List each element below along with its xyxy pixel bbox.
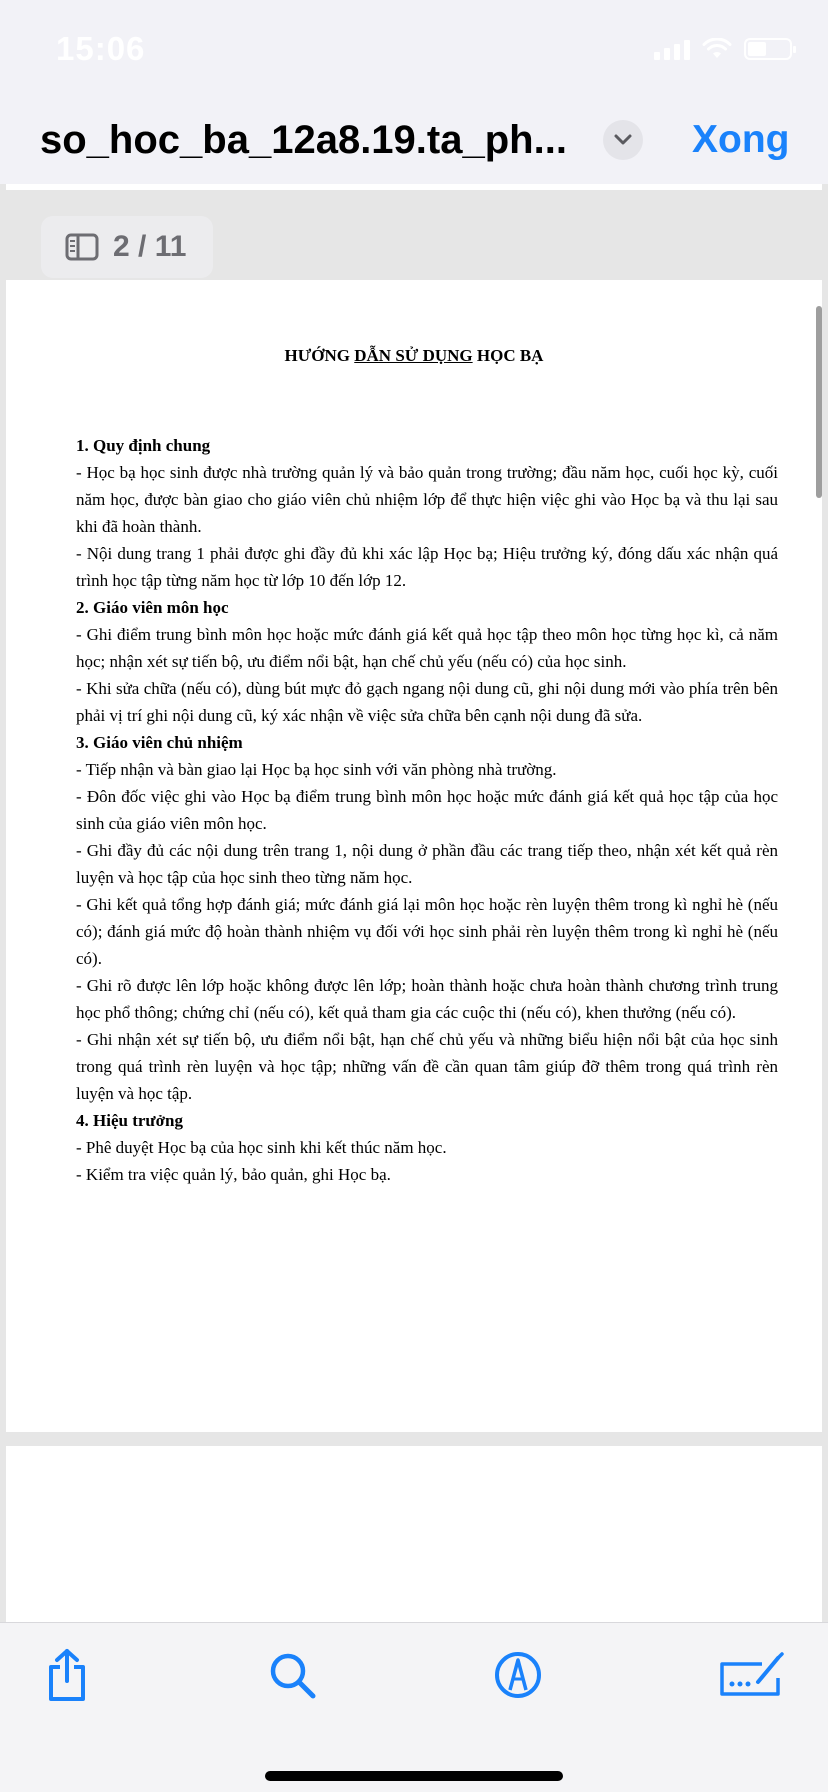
- form-fill-button[interactable]: [716, 1645, 786, 1705]
- search-icon: [267, 1650, 317, 1700]
- page-heading-post: HỌC BẠ: [472, 346, 544, 365]
- next-page: [6, 1446, 822, 1622]
- search-button[interactable]: [262, 1645, 322, 1705]
- previous-page: [6, 184, 822, 190]
- battery-icon: [744, 38, 792, 60]
- section-paragraph: - Tiếp nhận và bàn giao lại Học bạ học sinh với văn phòng nhà trường.: [76, 760, 557, 779]
- markup-button[interactable]: [488, 1645, 548, 1705]
- document-viewer[interactable]: [0, 184, 828, 1622]
- bottom-toolbar: [0, 1622, 828, 1792]
- share-button[interactable]: [37, 1645, 97, 1705]
- section-paragraph: - Nội dung trang 1 phải được ghi đầy đủ khi xác lập Học bạ; Hiệu trưởng ký, đóng dấu xác nhận quá trình học tập từng năm học từ lớp 10 đến lớp 12.: [76, 544, 778, 590]
- sidebar-icon: [65, 233, 99, 261]
- status-bar: [0, 0, 828, 100]
- markup-icon: [493, 1650, 543, 1700]
- title-menu-button[interactable]: [603, 120, 643, 160]
- section-paragraph: - Học bạ học sinh được nhà trường quản lý và bảo quản trong trường; đầu năm học, cuối học kỳ, cuối năm học, được bàn giao cho giáo viên chủ nhiệm lớp để thực hiện việc ghi vào Học bạ và thu lại sau khi đã hoàn thành.: [76, 463, 778, 536]
- section-heading: 1. Quy định chung: [76, 436, 211, 455]
- page-heading: [6, 346, 822, 366]
- section-paragraph: - Đôn đốc việc ghi vào Học bạ điểm trung bình môn học hoặc mức đánh giá kết quả học tập của học sinh của giáo viên môn học.: [76, 787, 778, 833]
- section-paragraph: - Ghi kết quả tổng hợp đánh giá; mức đánh giá lại môn học hoặc rèn luyện thêm trong kì nghỉ hè (nếu có); đánh giá mức độ hoàn thành nhiệm vụ đối với học sinh phải rèn luyện thêm trong kì nghỉ hè (nếu có).: [76, 895, 778, 968]
- section-heading: 4. Hiệu trưởng: [76, 1111, 183, 1130]
- cellular-signal-icon: [654, 38, 690, 60]
- section-paragraph: - Ghi nhận xét sự tiến bộ, ưu điểm nổi bật, hạn chế chủ yếu và những biểu hiện nổi bật của học sinh trong quá trình rèn luyện và học tập; những vấn đề cần quan tâm giúp đỡ thêm trong quá trình rèn luyện và học tập.: [76, 1030, 778, 1103]
- page-indicator[interactable]: [41, 216, 213, 278]
- section-heading: 3. Giáo viên chủ nhiệm: [76, 733, 243, 752]
- scrollbar-thumb[interactable]: [816, 306, 822, 498]
- page-heading-underlined: DẪN SỬ DỤNG: [354, 346, 473, 365]
- status-time: 15:06: [56, 30, 146, 67]
- section-paragraph: - Ghi điểm trung bình môn học hoặc mức đánh giá kết quả học tập theo môn học từng học kì, cả năm học; nhận xét sự tiến bộ, ưu điểm nổi bật, hạn chế chủ yếu (nếu có) của học sinh.: [76, 625, 778, 671]
- page-heading-pre: HƯỚNG: [284, 346, 355, 365]
- home-indicator: [265, 1771, 563, 1781]
- chevron-down-icon: [613, 133, 633, 147]
- status-icons: [654, 38, 792, 60]
- share-icon: [43, 1647, 91, 1703]
- section-paragraph: - Phê duyệt Học bạ của học sinh khi kết thúc năm học.: [76, 1138, 447, 1157]
- section-paragraph: - Ghi rõ được lên lớp hoặc không được lên lớp; hoàn thành hoặc chưa hoàn thành chương trình trung học phổ thông; chứng chỉ (nếu có), kết quả tham gia các cuộc thi (nếu có), khen thưởng (nếu có).: [76, 976, 778, 1022]
- section-paragraph: - Ghi đầy đủ các nội dung trên trang 1, nội dung ở phần đầu các trang tiếp theo, nhận xét kết quả rèn luyện và học tập của học sinh theo từng năm học.: [76, 841, 778, 887]
- wifi-icon: [702, 38, 732, 60]
- section-paragraph: - Kiểm tra việc quản lý, bảo quản, ghi Học bạ.: [76, 1165, 391, 1184]
- section-heading: 2. Giáo viên môn học: [76, 598, 229, 617]
- document-title: so_hoc_ba_12a8.19.ta_ph...: [40, 118, 567, 162]
- pdf-page: [6, 280, 822, 1432]
- page-indicator-label: 2 / 11: [113, 230, 187, 263]
- section-paragraph: - Khi sửa chữa (nếu có), dùng bút mực đỏ gạch ngang nội dung cũ, ghi nội dung mới vào phía trên bên phải vị trí ghi nội dung cũ, ký xác nhận về việc sửa chữa bên cạnh nội dung đã sửa.: [76, 679, 778, 725]
- done-button[interactable]: Xong: [692, 118, 790, 161]
- form-fill-icon: [718, 1652, 784, 1698]
- page-body: [76, 432, 778, 1188]
